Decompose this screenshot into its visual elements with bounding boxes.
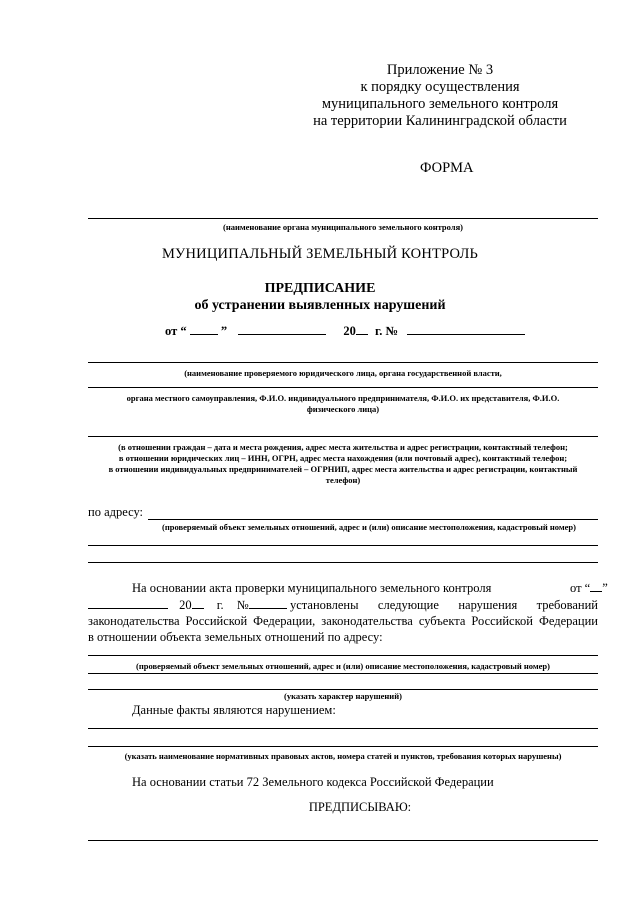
object-address-field[interactable] (88, 655, 598, 656)
facts-text: Данные факты являются нарушением: (132, 703, 336, 717)
address-caption: (проверяемый объект земельных отношений, адрес и (или) описание местоположения, кадастровый номер) (162, 522, 576, 532)
details-caption-2: в отношении юридических лиц – ИНН, ОГРН, адрес места нахождения (или почтовый адрес), контактный телефон; (118, 453, 568, 463)
month-field[interactable] (238, 334, 326, 335)
details-caption-4: телефон) (325, 475, 361, 485)
inspected-entity-field-2[interactable] (88, 387, 598, 388)
violations-caption: (указать характер нарушений) (284, 691, 402, 701)
act-number-field[interactable] (249, 608, 287, 609)
act-date-group (570, 581, 608, 596)
facts-field-2[interactable] (88, 746, 598, 747)
act-row-3: законодательства Российской Федерации, законодательства субъекта Российской Федерации (88, 614, 598, 628)
act-date-from: от “ (570, 581, 591, 595)
basis-article-text: На основании статьи 72 Земельного кодекса Российской Федерации (132, 775, 494, 789)
acts-caption: (указать наименование нормативных правовых актов, номера статей и пунктов, требования которых нарушены) (124, 751, 562, 761)
control-heading: МУНИЦИПАЛЬНЫЙ ЗЕМЕЛЬНЫЙ КОНТРОЛЬ (161, 246, 479, 262)
details-caption-1: (в отношении граждан – дата и места рождения, адрес места жительства и адрес регистрации, контактный телефон; (118, 442, 568, 452)
act-row-4: в отношении объекта земельных отношений по адресу: (88, 630, 383, 644)
inspected-caption-3-line: физического лица) (306, 404, 380, 414)
act-number-sign: № (236, 598, 249, 612)
title-sub: об устранении выявленных нарушений (194, 298, 446, 313)
details-caption-3: в отношении индивидуальных предпринимателей – ОГРНИП, адрес места жительства и адрес регистрации, контактный (108, 464, 578, 474)
date-from-label: от “ (165, 324, 187, 338)
prescribe-heading: ПРЕДПИСЫВАЮ: (308, 800, 412, 814)
inspected-caption-1: (наименование проверяемого юридического лица, органа государственной власти, (184, 368, 502, 378)
act-row-2 (88, 598, 598, 613)
appendix-line-1: Приложение № 3 (386, 62, 494, 78)
inspected-caption-2 (88, 393, 598, 415)
act-year-prefix: 20 (179, 598, 192, 612)
basis-act-text: На основании акта проверки муниципального земельного контроля (132, 581, 492, 595)
document-title (0, 280, 640, 314)
year-field[interactable] (356, 334, 368, 335)
form-label: ФОРМА (420, 160, 474, 176)
address-label: по адресу: (88, 505, 144, 519)
appendix-line-3: муниципального земельного контроля (321, 96, 559, 112)
act-row-2-text: установлены следующие нарушения требований (290, 598, 598, 612)
organ-caption: (наименование органа муниципального земельного контроля) (222, 222, 463, 232)
details-caption (84, 442, 602, 486)
title-main: ПРЕДПИСАНИЕ (264, 281, 376, 296)
act-year-field[interactable] (192, 608, 204, 609)
act-year-g: г. (216, 598, 224, 612)
date-quote-close: ” (220, 324, 228, 338)
inspected-caption-2-line: органа местного самоуправления, Ф.И.О. индивидуального предпринимателя, Ф.И.О. их представителя, Ф.И.О. (126, 393, 560, 403)
year-number-label: г. № (374, 324, 399, 338)
act-day-field[interactable] (590, 591, 602, 592)
date-number-row (165, 324, 525, 339)
act-month-field[interactable] (88, 608, 168, 609)
inspected-entity-field[interactable] (88, 362, 598, 363)
appendix-block (290, 62, 590, 130)
object-caption-underline (88, 673, 598, 674)
day-field[interactable] (190, 334, 218, 335)
address-field[interactable] (148, 519, 598, 520)
details-field[interactable] (88, 436, 598, 437)
organ-name-field[interactable] (88, 218, 598, 219)
document-number-field[interactable] (407, 334, 525, 335)
address-extra-line-1[interactable] (88, 545, 598, 546)
violations-field[interactable] (88, 689, 598, 690)
facts-field-1[interactable] (88, 728, 598, 729)
act-date-quote: ” (602, 581, 608, 595)
object-caption: (проверяемый объект земельных отношений, адрес и (или) описание местоположения, кадастровый номер) (136, 661, 550, 671)
address-extra-line-2[interactable] (88, 562, 598, 563)
appendix-line-2: к порядку осуществления (360, 79, 520, 95)
prescription-field[interactable] (88, 840, 598, 841)
appendix-line-4: на территории Калининградской области (313, 113, 567, 129)
year-prefix: 20 (343, 324, 356, 338)
